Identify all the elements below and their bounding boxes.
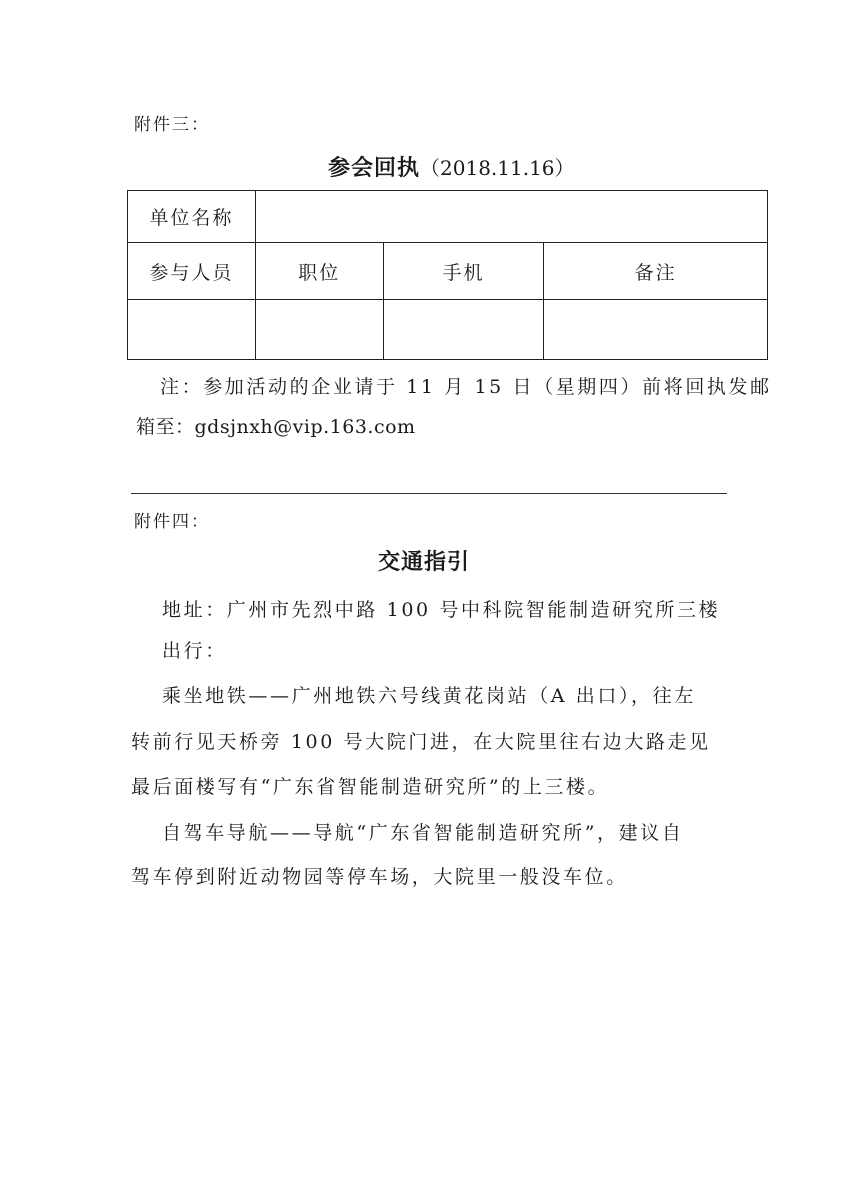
driving-line-1: 自驾车导航——导航“广东省智能制造研究所”，建议自 [162,822,684,844]
table-row-header [128,243,768,300]
attachment-4-label: 附件四： [134,512,210,532]
subway-line-3: 最后面楼写有“广东省智能制造研究所”的上三楼。 [131,776,610,798]
receipt-form-table [127,190,768,360]
table-row [128,300,768,360]
receipt-title-text: 参会回执 [328,155,421,181]
header-remarks: 备注 [544,243,768,300]
travel-label: 出行： [162,640,227,662]
receipt-date: （2018.11.16） [420,156,575,180]
driving-line-2: 驾车停到附近动物园等停车场，大院里一般没车位。 [131,866,628,888]
cell-position[interactable] [255,300,383,360]
section-divider [131,493,727,494]
receipt-title [328,151,575,182]
address-line: 地址：广州市先烈中路 100 号中科院智能制造研究所三楼 [162,599,721,621]
header-participants: 参与人员 [128,243,256,300]
cell-participant[interactable] [128,300,256,360]
header-position: 职位 [255,243,383,300]
subway-line-2: 转前行见天桥旁 100 号大院门进，在大院里往右边大路走见 [131,731,711,753]
subway-line-1: 乘坐地铁——广州地铁六号线黄花岗站（A 出口），往左 [162,685,696,707]
note-line-2: 箱至：gdsjnxh@vip.163.com [136,416,416,438]
note-line-1: 注：参加活动的企业请于 11 月 15 日（星期四）前将回执发邮 [160,376,772,398]
attachment-3-label: 附件三： [134,115,210,135]
cell-mobile[interactable] [383,300,544,360]
traffic-guide-title: 交通指引 [378,549,471,575]
cell-remarks[interactable] [544,300,768,360]
table-row-organization [128,191,768,243]
org-name-label: 单位名称 [128,191,256,243]
org-name-cell[interactable] [255,191,767,243]
header-mobile: 手机 [383,243,544,300]
